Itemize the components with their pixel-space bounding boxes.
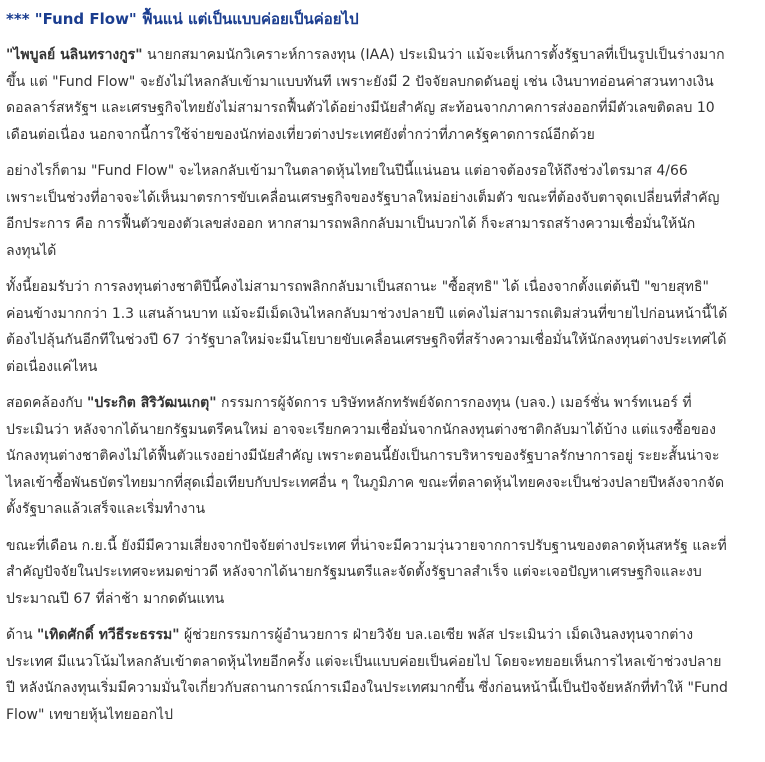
paragraph-5 [6,533,729,613]
paragraph-prefix: สอดคล้องกับ [6,395,88,411]
person-name: "ประกิต สิริวัฒนเกตุ" [87,395,217,411]
paragraph-text: กรรมการผู้จัดการ บริษัทหลักทรัพย์จัดการกองทุน (บลจ.) เมอร์ชั่น พาร์ทเนอร์ ที่ประเมินว่า หลังจากได้นายกรัฐมนตรีคนใหม่ อาจจะเรียกความเชื่อมั่นจากนักลงทุนต่างชาติกลับมาได้บ้าง แต่แรงซื้อของนักลงทุนต่างชาติคงไม่ได้ฟื้นตัวแรงอย่างมีนัยสำคัญ เพราะตอนนี้ยังเป็นการบริหารของรัฐบาลรักษาการอยู่ ระยะสั้นน่าจะไหลเข้าซื้อพันธบัตรไทยมากที่สุดเมื่อเทียบกับประเทศอื่น ๆ ในภูมิภาค ขณะที่ตลาดหุ้นไทยคงจะเป็นช่วงปลายปีหลังจากจัดตั้งรัฐบาลแล้วเสร็จและเริ่มทำงาน [6,395,725,517]
paragraph-prefix: ด้าน [6,627,37,643]
paragraph-text: ผู้ช่วยกรรมการผู้อำนวยการ ฝ่ายวิจัย บล.เอเซีย พลัส ประเมินว่า เม็ดเงินลงทุนจากต่างประเทศ มีแนวโน้มไหลกลับเข้าตลาดหุ้นไทยอีกครั้ง แต่จะเป็นแบบค่อยเป็นค่อยไป โดยจะทยอยเห็นการไหลเข้าช่วงปลายปี หลังนักลงทุนเริ่มมีความมั่นใจเกี่ยวกับสถานการณ์การเมืองในประเทศมากขึ้น ซึ่งก่อนหน้านี้เป็นปัจจัยหลักที่ทำให้ "Fund Flow" เทขายหุ้นไทยออกไป [6,627,728,723]
paragraph-text: ทั้งนี้ยอมรับว่า การลงทุนต่างชาติปีนี้คงไม่สามารถพลิกกลับมาเป็นสถานะ "ซื้อสุทธิ" ได้ เนื่องจากตั้งแต่ต้นปี "ขายสุทธิ" ค่อนข้างมากกว่า 1.3 แสนล้านบาท แม้จะมีเม็ดเงินไหลกลับมาช่วงปลายปี แต่คงไม่สามารถเติมส่วนที่ขายไปก่อนหน้านี้ได้ ต้องไปลุ้นกันอีกทีในช่วงปี 67 ว่ารัฐบาลใหม่จะมีนโยบายขับเคลื่อนเศรษฐกิจที่สร้างความเชื่อมั่นให้นักลงทุนต่างประเทศได้ต่อเนื่องแค่ไหน [6,279,728,375]
paragraph-4 [6,390,729,523]
paragraph-text: นายกสมาคมนักวิเคราะห์การลงทุน (IAA) ประเมินว่า แม้จะเห็นการตั้งรัฐบาลที่เป็นรูปเป็นร่างมากขึ้น แต่ "Fund Flow" จะยังไม่ไหลกลับเข้ามาแบบทันที เพราะยังมี 2 ปัจจัยลบกดดันอยู่ เช่น เงินบาทอ่อนค่าสวนทางเงินดอลลาร์สหรัฐฯ และเศรษฐกิจไทยยังไม่สามารถฟื้นตัวได้อย่างมีนัยสำคัญ สะท้อนจากภาคการส่งออกที่มีตัวเลขติดลบ 10 เดือนต่อเนื่อง นอกจากนี้การใช้จ่ายของนักท่องเที่ยวต่างประเทศยังต่ำกว่าที่ภาครัฐคาดการณ์อีกด้วย [6,47,725,143]
person-name: "เทิดศักดิ์ ทวีธีระธรรม" [36,627,180,643]
paragraph-3 [6,274,729,380]
article-headline: *** "Fund Flow" ฟื้นแน่ แต่เป็นแบบค่อยเป็นค่อยไป [6,10,359,28]
paragraph-1 [6,42,729,148]
paragraph-text: อย่างไรก็ตาม "Fund Flow" จะไหลกลับเข้ามาในตลาดหุ้นไทยในปีนี้แน่นอน แต่อาจต้องรอให้ถึงช่วงไตรมาส 4/66 เพราะเป็นช่วงที่อาจจะได้เห็นมาตรการขับเคลื่อนเศรษฐกิจของรัฐบาลใหม่อย่างเต็มตัว ขณะที่ต้องจับตาจุดเปลี่ยนที่สำคัญอีกประการ คือ การฟื้นตัวของตัวเลขส่งออก หากสามารถพลิกกลับมาเป็นบวกได้ ก็จะสามารถสร้างความเชื่อมั่นให้นักลงทุนได้ [6,163,720,259]
paragraph-6 [6,622,729,728]
paragraph-text: ขณะที่เดือน ก.ย.นี้ ยังมีมีความเสี่ยงจากปัจจัยต่างประเทศ ที่น่าจะมีความวุ่นวายจากการปรับฐานของตลาดหุ้นสหรัฐ และที่สำคัญปัจจัยในประเทศจะหมดข่าวดี หลังจากได้นายกรัฐมนตรีและจัดตั้งรัฐบาลสำเร็จ แต่จะเจอปัญหาเศรษฐกิจและงบประมาณปี 67 ที่ล่าช้า มากดดันแทน [6,537,727,607]
paragraph-2 [6,158,729,264]
person-name: "ไพบูลย์ นลินทรางกูร" [6,47,143,63]
